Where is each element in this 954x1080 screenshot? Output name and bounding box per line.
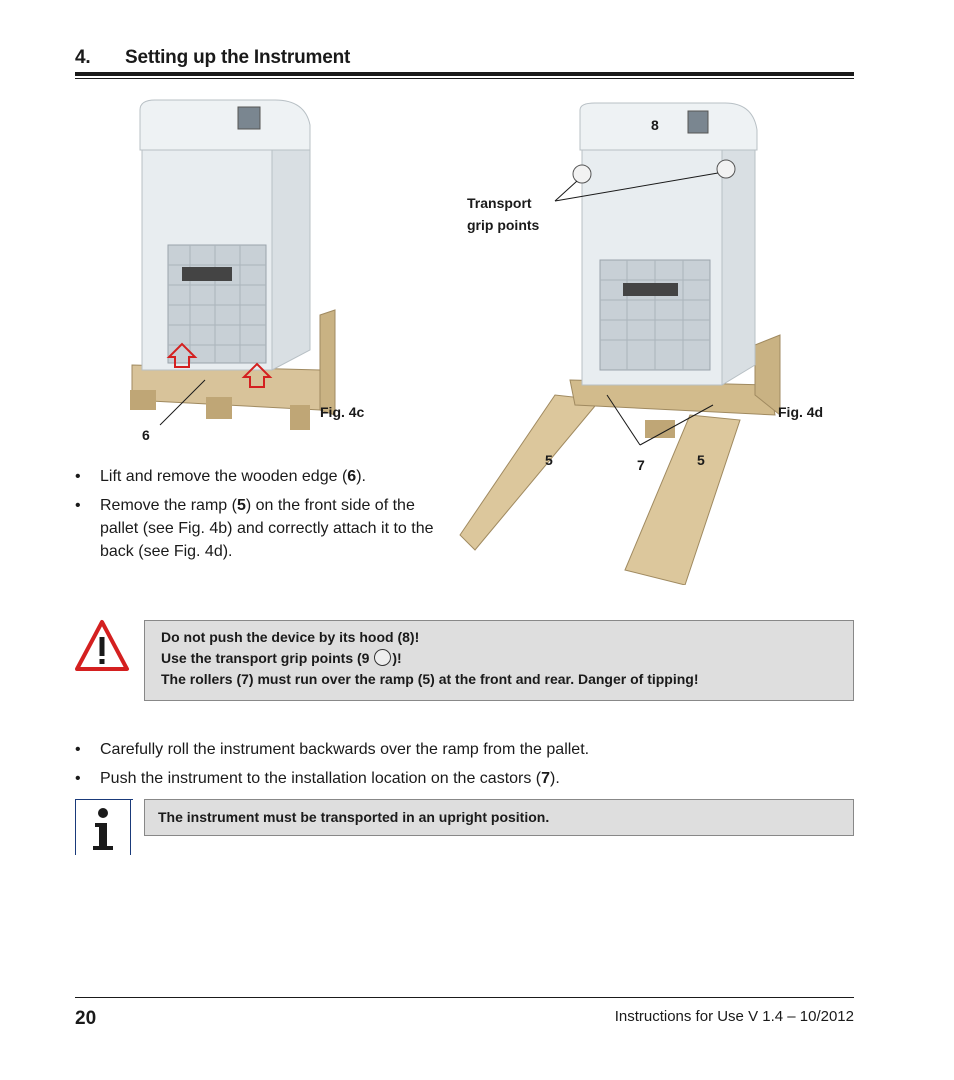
heading-rule-thin bbox=[75, 78, 854, 79]
figure-4c-illustration bbox=[120, 95, 380, 440]
section-title: Setting up the Instrument bbox=[125, 47, 351, 68]
list-item bbox=[75, 465, 445, 488]
callout-5-left: 5 bbox=[545, 452, 553, 468]
info-icon bbox=[75, 799, 133, 855]
warning-box bbox=[144, 620, 854, 701]
warning-line-2 bbox=[145, 648, 853, 669]
list-item bbox=[75, 767, 855, 790]
grip-point-circle-icon bbox=[374, 649, 391, 666]
figure-4d-illustration bbox=[455, 95, 795, 585]
callout-ref: 7 bbox=[541, 770, 551, 787]
instruction-list-top bbox=[75, 465, 445, 569]
callout-8: 8 bbox=[651, 117, 659, 133]
list-item-text: Remove the ramp ( bbox=[100, 497, 237, 514]
warning-line-3: The rollers (7) must run over the ramp (5) at the front and rear. Danger of tipping! bbox=[161, 671, 699, 687]
info-box bbox=[144, 799, 854, 836]
warning-line-2-text: Use the transport grip points (9 bbox=[161, 650, 370, 666]
figure-4c-caption: Fig. 4c bbox=[320, 404, 365, 420]
callout-6: 6 bbox=[142, 427, 150, 443]
callout-ref: 6 bbox=[347, 468, 357, 485]
callout-7: 7 bbox=[637, 457, 645, 473]
list-item-text: ). bbox=[550, 770, 560, 787]
info-text: The instrument must be transported in an upright position. bbox=[158, 809, 550, 825]
warning-line-2-end: )! bbox=[392, 650, 402, 666]
grip-points-label-line1: Transport bbox=[467, 195, 532, 211]
warning-line-1: Do not push the device by its hood (8)! bbox=[161, 629, 420, 645]
figure-4d-caption: Fig. 4d bbox=[778, 404, 824, 420]
document-version: Instructions for Use V 1.4 – 10/2012 bbox=[614, 1008, 854, 1025]
page-number: 20 bbox=[75, 1008, 97, 1029]
list-item bbox=[75, 494, 445, 563]
list-item bbox=[75, 738, 855, 761]
heading-rule bbox=[75, 72, 854, 76]
list-item-text: Carefully roll the instrument backwards over the ramp from the pallet. bbox=[100, 741, 590, 758]
instruction-list-bottom bbox=[75, 738, 855, 796]
callout-ref: 5 bbox=[236, 497, 246, 514]
warning-triangle-icon bbox=[74, 618, 130, 674]
list-item-text: Push the instrument to the installation location on the castors ( bbox=[100, 770, 542, 787]
list-item-text: Lift and remove the wooden edge ( bbox=[100, 468, 348, 485]
footer-rule bbox=[75, 997, 854, 998]
grip-points-label-line2: grip points bbox=[467, 217, 540, 233]
section-number: 4. bbox=[75, 47, 91, 68]
callout-5-right: 5 bbox=[697, 452, 705, 468]
list-item-text: ). bbox=[356, 468, 366, 485]
section-heading bbox=[75, 47, 350, 69]
list-item-text: ) on the front side of the pallet (see Fig. 4b) and correctly attach it to the back (see Fig. 4d). bbox=[100, 497, 434, 560]
